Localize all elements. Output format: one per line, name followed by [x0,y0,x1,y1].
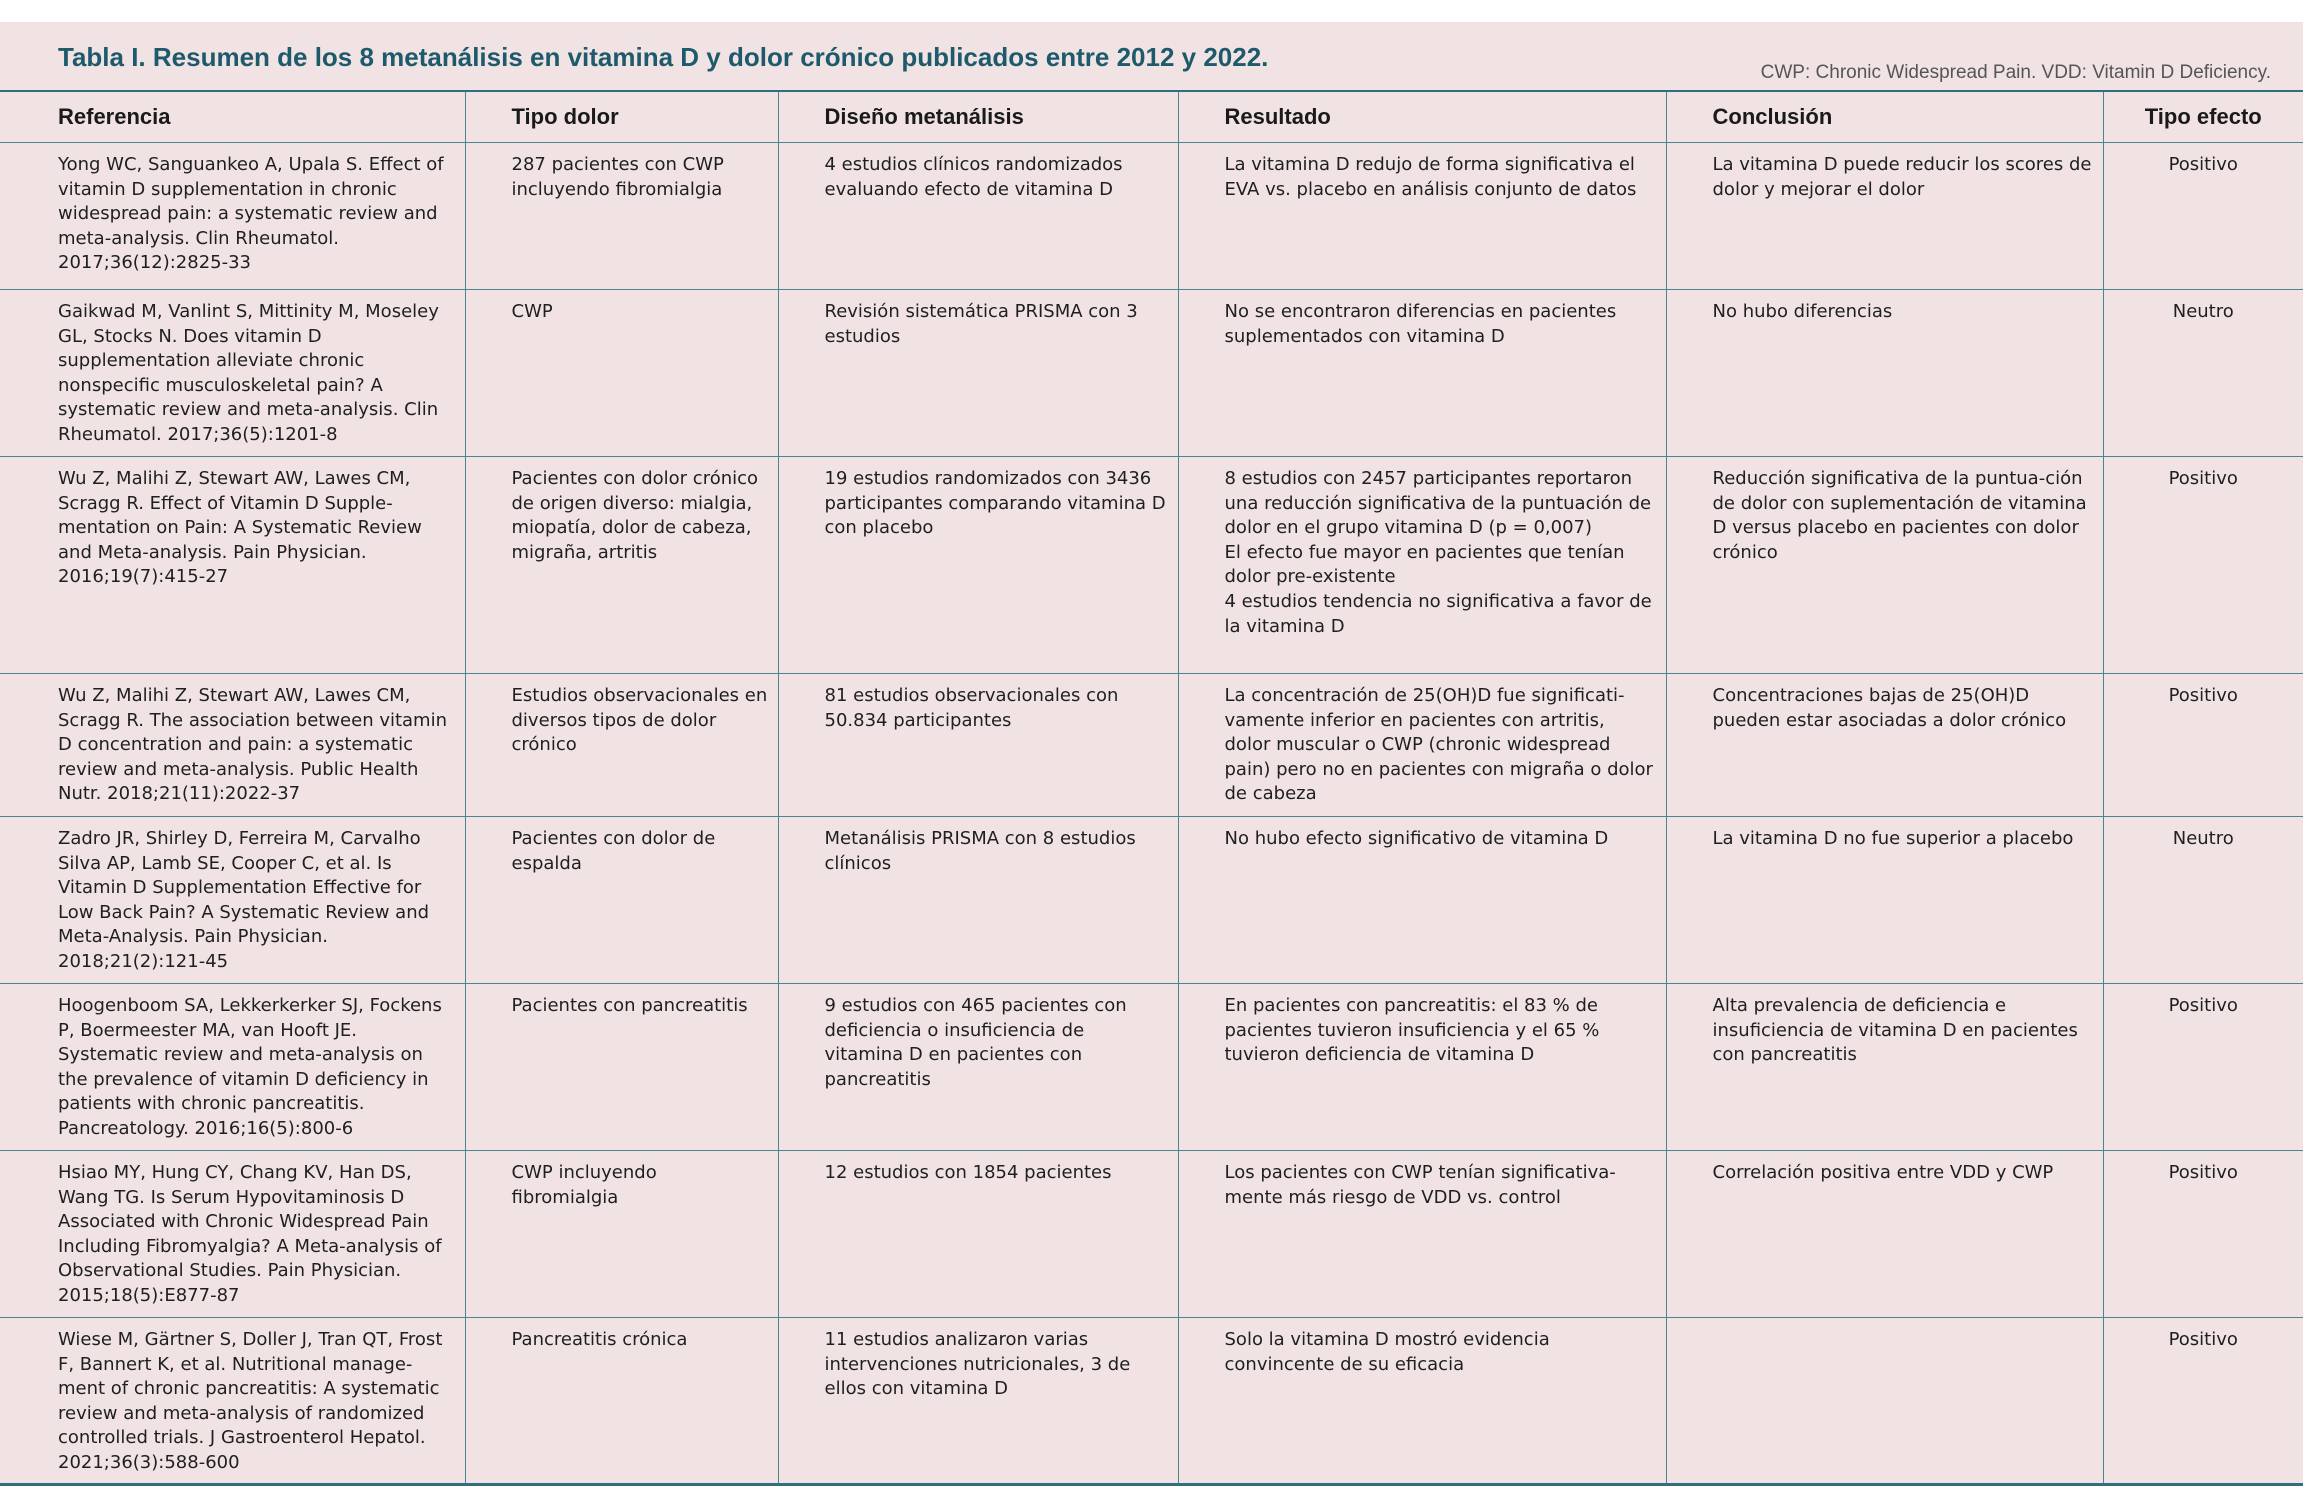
cell-conclusion: La vitamina D no fue superior a placebo [1666,817,2103,984]
table-row [0,290,2303,457]
cell-resultado: No hubo efecto significativo de vitamina D [1178,817,1666,984]
cell-referencia: Gaikwad M, Vanlint S, Mittinity M, Moseley GL, Stocks N. Does vitamin D supplementation alleviate chronic nonspecific musculoskeletal pain? A systematic review and meta-analysis. Clin Rheumatol. 2017;36(5):1201-8 [0,290,465,457]
cell-diseno: 19 estudios randomizados con 3436 participantes comparando vitamina D con placebo [778,457,1178,674]
cell-conclusion: Alta prevalencia de deficiencia e insuficiencia de vitamina D en pacientes con pancreatitis [1666,984,2103,1151]
cell-resultado: En pacientes con pancreatitis: el 83 % de pacientes tuvieron insuficiencia y el 65 % tuvieron deficiencia de vitamina D [1178,984,1666,1151]
column-header-tipo-dolor: Tipo dolor [465,91,778,143]
cell-diseno: 12 estudios con 1854 pacientes [778,1151,1178,1318]
cell-tipo-efecto: Positivo [2103,674,2303,817]
cell-conclusion: Reducción significativa de la puntua-ción de dolor con suplementación de vitamina D versus placebo en pacientes con dolor crónico [1666,457,2103,674]
table-row [0,457,2303,674]
cell-tipo-efecto: Neutro [2103,290,2303,457]
cell-referencia: Wiese M, Gärtner S, Doller J, Tran QT, Frost F, Bannert K, et al. Nutritional manage-ment of chronic pancreatitis: A systematic review and meta-analysis of randomized controlled trials. J Gastroenterol Hepatol. 2021;36(3):588-600 [0,1318,465,1485]
table-row [0,1318,2303,1485]
cell-conclusion [1666,1318,2103,1485]
cell-tipo-dolor: Pacientes con pancreatitis [465,984,778,1151]
cell-diseno: Metanálisis PRISMA con 8 estudios clínicos [778,817,1178,984]
column-header-tipo-efecto: Tipo efecto [2103,91,2303,143]
cell-referencia: Zadro JR, Shirley D, Ferreira M, Carvalho Silva AP, Lamb SE, Cooper C, et al. Is Vitamin D Supplementation Effective for Low Back Pain? A Systematic Review and Meta-Analysis. Pain Physician. 2018;21(2):121-45 [0,817,465,984]
cell-tipo-dolor: Pacientes con dolor de espalda [465,817,778,984]
cell-resultado: La vitamina D redujo de forma significativa el EVA vs. placebo en análisis conjunto de datos [1178,143,1666,290]
cell-referencia: Hsiao MY, Hung CY, Chang KV, Han DS, Wang TG. Is Serum Hypovitaminosis D Associated with Chronic Widespread Pain Including Fibromyalgia? A Meta-analysis of Observational Studies. Pain Physician. 2015;18(5):E877-87 [0,1151,465,1318]
cell-referencia: Wu Z, Malihi Z, Stewart AW, Lawes CM, Scragg R. The association between vitamin D concentration and pain: a systematic review and meta-analysis. Public Health Nutr. 2018;21(11):2022-37 [0,674,465,817]
meta-analysis-table [0,90,2303,1486]
cell-tipo-efecto: Positivo [2103,143,2303,290]
column-header-resultado: Resultado [1178,91,1666,143]
cell-resultado: La concentración de 25(OH)D fue significati-vamente inferior en pacientes con artritis, dolor muscular o CWP (chronic widespread pain) pero no en pacientes con migraña o dolor de cabeza [1178,674,1666,817]
cell-tipo-efecto: Positivo [2103,984,2303,1151]
cell-tipo-efecto: Positivo [2103,457,2303,674]
cell-diseno: 11 estudios analizaron varias intervenciones nutricionales, 3 de ellos con vitamina D [778,1318,1178,1485]
column-header-conclusion: Conclusión [1666,91,2103,143]
cell-referencia: Hoogenboom SA, Lekkerkerker SJ, Fockens P, Boermeester MA, van Hooft JE. Systematic review and meta-analysis on the prevalence of vitamin D deficiency in patients with chronic pancreatitis. Pancreatology. 2016;16(5):800-6 [0,984,465,1151]
cell-tipo-dolor: 287 pacientes con CWP incluyendo fibromialgia [465,143,778,290]
cell-resultado: No se encontraron diferencias en pacientes suplementados con vitamina D [1178,290,1666,457]
cell-conclusion: Correlación positiva entre VDD y CWP [1666,1151,2103,1318]
table-row [0,984,2303,1151]
cell-referencia: Wu Z, Malihi Z, Stewart AW, Lawes CM, Scragg R. Effect of Vitamin D Supple-mentation on Pain: A Systematic Review and Meta-analysis. Pain Physician. 2016;19(7):415-27 [0,457,465,674]
cell-conclusion: No hubo diferencias [1666,290,2103,457]
table-row [0,674,2303,817]
header-row [0,91,2303,143]
cell-tipo-efecto: Neutro [2103,817,2303,984]
abbreviation-note: CWP: Chronic Widespread Pain. VDD: Vitamin D Deficiency. [1760,62,2271,83]
table-row [0,817,2303,984]
cell-tipo-efecto: Positivo [2103,1318,2303,1485]
cell-tipo-dolor: Pacientes con dolor crónico de origen diverso: mialgia, miopatía, dolor de cabeza, migraña, artritis [465,457,778,674]
cell-diseno: Revisión sistemática PRISMA con 3 estudios [778,290,1178,457]
cell-tipo-dolor: CWP incluyendo fibromialgia [465,1151,778,1318]
column-header-diseno: Diseño metanálisis [778,91,1178,143]
cell-conclusion: La vitamina D puede reducir los scores de dolor y mejorar el dolor [1666,143,2103,290]
cell-resultado: 8 estudios con 2457 participantes reportaron una reducción significativa de la puntuación de dolor en el grupo vitamina D (p = 0,007) El efecto fue mayor en pacientes que tenían dolor pre-existente 4 estudios tendencia no significativa a favor de la vitamina D [1178,457,1666,674]
cell-diseno: 81 estudios observacionales con 50.834 participantes [778,674,1178,817]
cell-resultado: Solo la vitamina D mostró evidencia convincente de su eficacia [1178,1318,1666,1485]
cell-tipo-dolor: CWP [465,290,778,457]
cell-diseno: 4 estudios clínicos randomizados evaluando efecto de vitamina D [778,143,1178,290]
table-title: Tabla I. Resumen de los 8 metanálisis en vitamina D y dolor crónico publicados entre 2012 y 2022. [58,42,1269,72]
cell-referencia: Yong WC, Sanguankeo A, Upala S. Effect of vitamin D supplementation in chronic widespread pain: a systematic review and meta-analysis. Clin Rheumatol. 2017;36(12):2825-33 [0,143,465,290]
cell-tipo-dolor: Estudios observacionales en diversos tipos de dolor crónico [465,674,778,817]
table-row [0,1151,2303,1318]
cell-conclusion: Concentraciones bajas de 25(OH)D pueden estar asociadas a dolor crónico [1666,674,2103,817]
table-row [0,143,2303,290]
cell-tipo-efecto: Positivo [2103,1151,2303,1318]
cell-resultado: Los pacientes con CWP tenían significativa-mente más riesgo de VDD vs. control [1178,1151,1666,1318]
column-header-referencia: Referencia [0,91,465,143]
cell-diseno: 9 estudios con 465 pacientes con deficiencia o insuficiencia de vitamina D en pacientes con pancreatitis [778,984,1178,1151]
cell-tipo-dolor: Pancreatitis crónica [465,1318,778,1485]
